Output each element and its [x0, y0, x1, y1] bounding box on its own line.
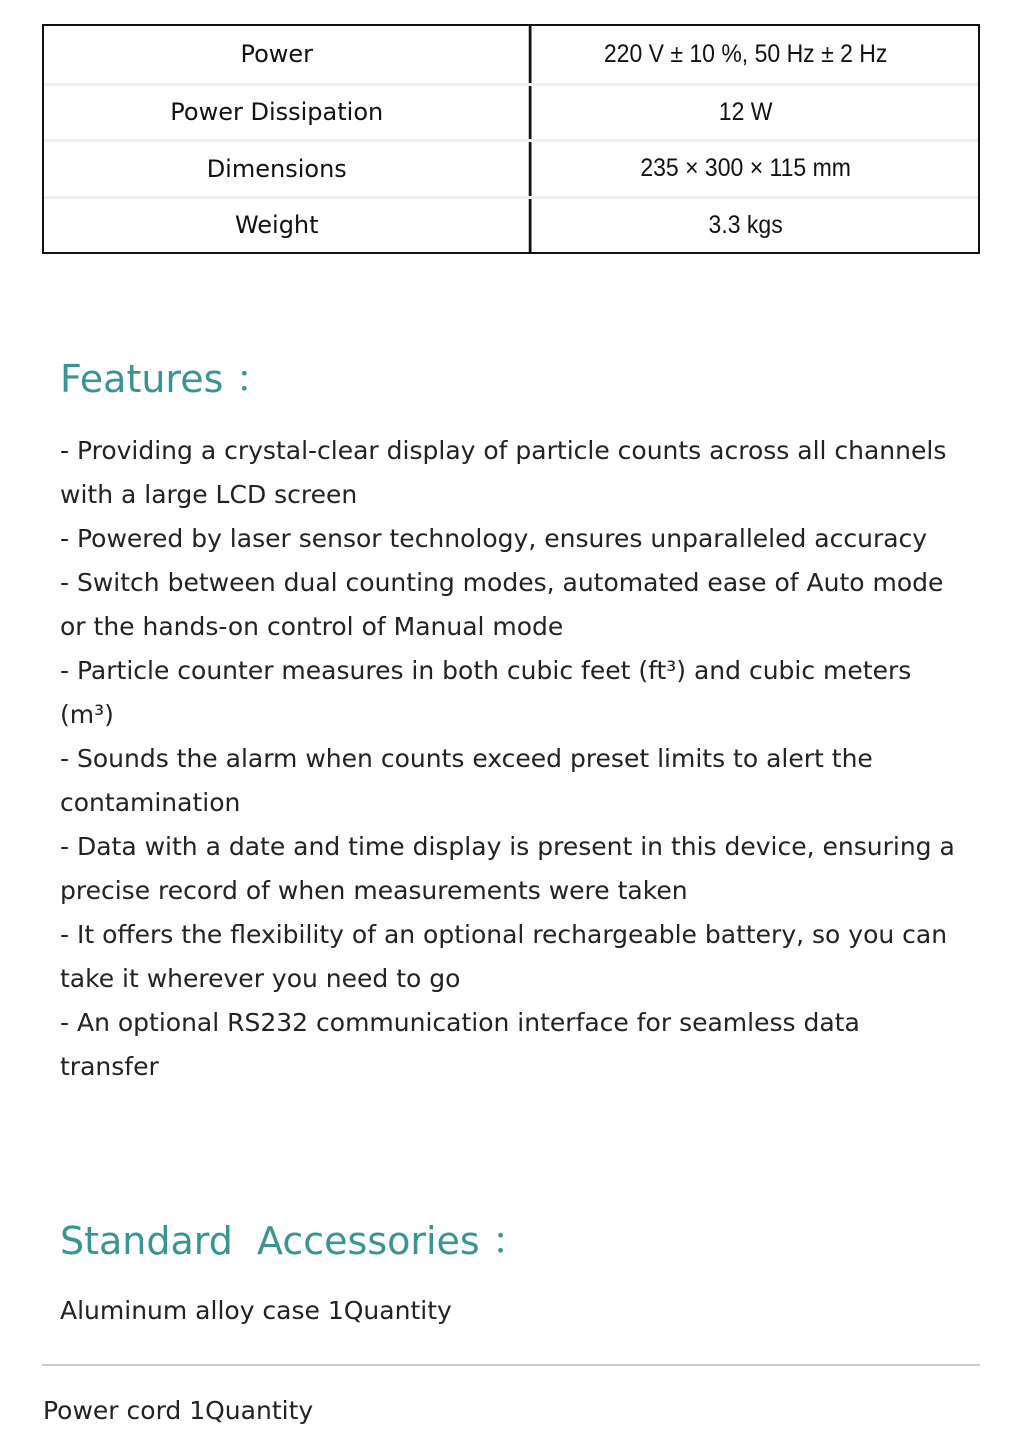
- features-list: [60, 429, 960, 1089]
- spec-value: 235 × 300 × 115 mm: [528, 142, 959, 196]
- feature-item: - Data with a date and time display is present in this device, ensuring a precise record of when measurements were taken: [60, 832, 955, 905]
- feature-item: - Powered by laser sensor technology, ensures unparalleled accuracy: [60, 524, 928, 553]
- spec-label: Power Dissipation: [170, 98, 384, 127]
- accessories-heading: Standard Accessories ：: [60, 1219, 530, 1263]
- specifications-table: [42, 24, 980, 254]
- feature-item: - Switch between dual counting modes, automated ease of Auto mode or the hands-on control of Manual mode: [60, 568, 944, 641]
- spec-value: 12 W: [528, 86, 959, 140]
- feature-item: - Sounds the alarm when counts exceed preset limits to alert the contamination: [60, 744, 873, 817]
- spec-value: 3.3 kgs: [528, 199, 959, 253]
- feature-item: - Providing a crystal-clear display of particle counts across all channels with a large LCD screen: [60, 436, 947, 509]
- spec-value: 220 V ± 10 %, 50 Hz ± 2 Hz: [528, 26, 959, 83]
- accessory-item: Power cord 1Quantity: [43, 1396, 314, 1425]
- spec-label: Dimensions: [206, 154, 347, 183]
- spec-label: Power: [240, 40, 314, 69]
- feature-item: - An optional RS232 communication interface for seamless data transfer: [60, 1008, 860, 1081]
- spec-row-power-dissipation: [44, 83, 978, 140]
- feature-item: - Particle counter measures in both cubic feet (ft³) and cubic meters (m³): [60, 656, 912, 729]
- feature-item: - It offers the flexibility of an optional rechargeable battery, so you can take it wherever you need to go: [60, 920, 948, 993]
- spec-row-weight: [44, 196, 978, 253]
- features-heading: Features ：: [60, 357, 274, 401]
- accessory-item: Aluminum alloy case 1Quantity: [60, 1296, 452, 1325]
- spec-row-power: [44, 26, 978, 83]
- spec-label: Weight: [234, 211, 319, 240]
- spec-row-dimensions: [44, 139, 978, 196]
- divider: [42, 1364, 980, 1366]
